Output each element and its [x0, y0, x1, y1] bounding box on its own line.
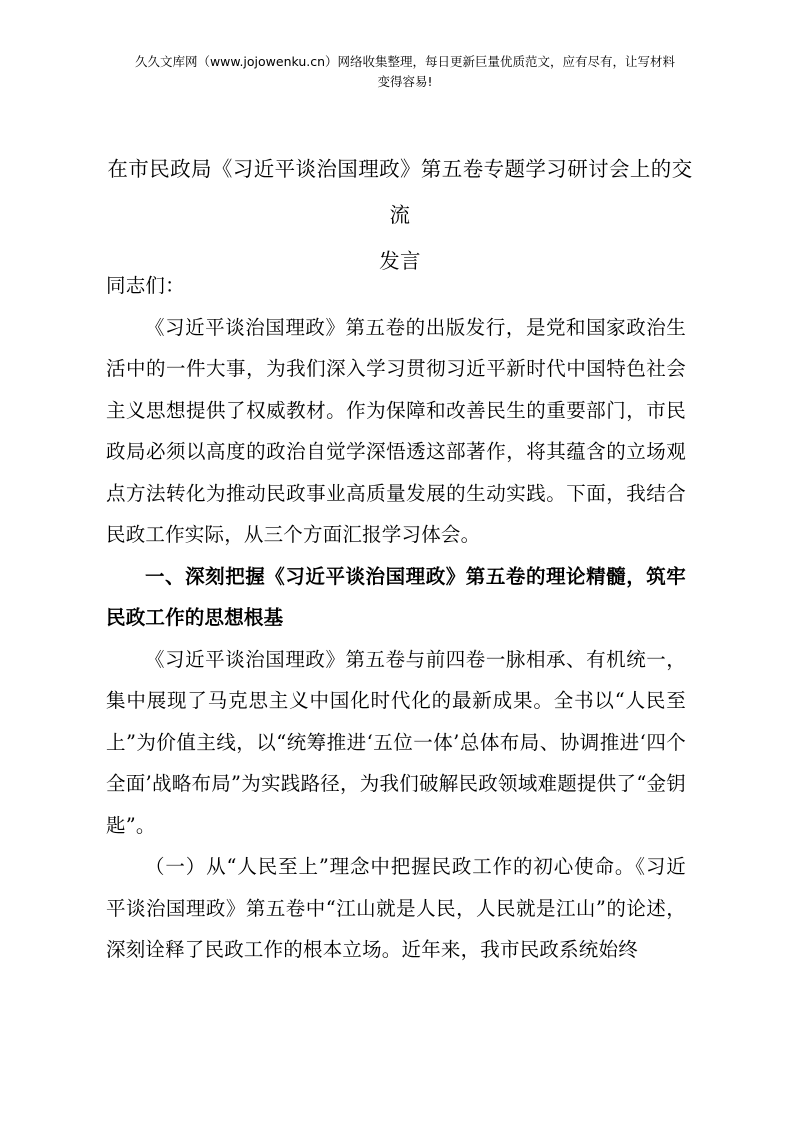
- document-title: [100, 146, 700, 284]
- section-heading-1: 一、深刻把握《习近平谈治国理政》第五卷的理论精髓，筑牢民政工作的思想根基: [106, 564, 686, 629]
- paragraph-2: 《习近平谈治国理政》第五卷与前四卷一脉相承、有机统一，集中展现了马克思主义中国化时代化的最新成果。全书以“人民至上”为价值主线，以“统筹推进‘五位一体’总体布局、协调推进‘四个全面’战略布局”为实践路径，为我们破解民政领域难题提供了“金钥匙”。: [106, 647, 686, 837]
- title-line-1: 在市民政局《习近平谈治国理政》第五卷专题学习研讨会上的交流: [107, 157, 693, 227]
- header-line-2: 变得容易!: [377, 74, 433, 89]
- salutation: 同志们：: [106, 274, 185, 297]
- header-line-1: 久久文库网（www.jojowenku.cn）网络收集整理，每日更新巨量优质范文，应有尽有，让写材料: [134, 54, 676, 69]
- title-line-2: 发言: [379, 249, 421, 273]
- paragraph-intro: 《习近平谈治国理政》第五卷的出版发行，是党和国家政治生活中的一件大事，为我们深入学习贯彻习近平新时代中国特色社会主义思想提供了权威教材。作为保障和改善民生的重要部门，市民政局必须以高度的政治自觉学深悟透这部著作，将其蕴含的立场观点方法转化为推动民政事业高质量发展的生动实践。下面，我结合民政工作实际，从三个方面汇报学习体会。: [106, 315, 686, 546]
- document-body: [106, 265, 686, 971]
- page-header: [100, 52, 710, 92]
- paragraph-3: （一）从“人民至上”理念中把握民政工作的初心使命。《习近平谈治国理政》第五卷中“江山就是人民，人民就是江山”的论述，深刻诠释了民政工作的根本立场。近年来，我市民政系统始终: [106, 855, 686, 961]
